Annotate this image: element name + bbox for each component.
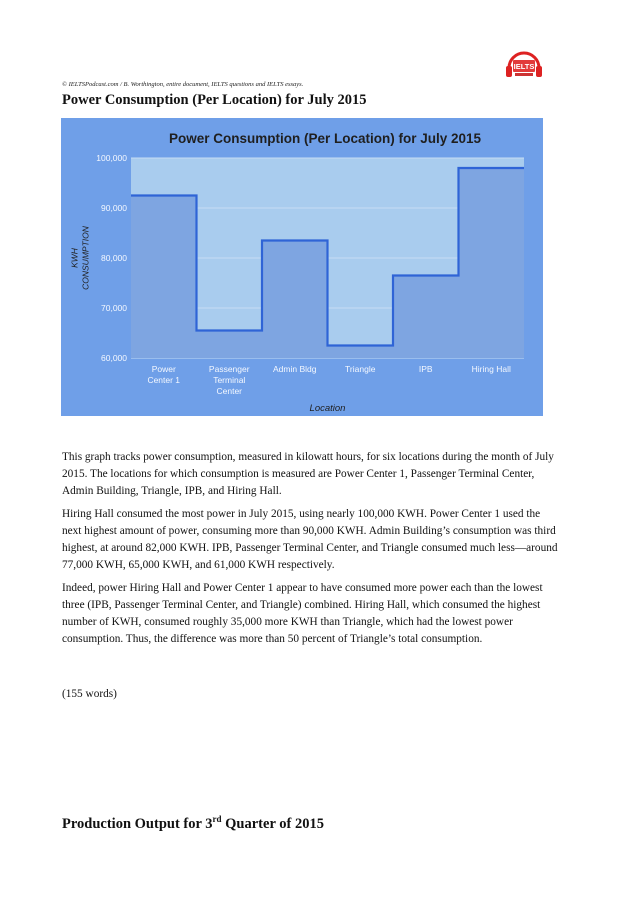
page-title: Power Consumption (Per Location) for July 2015: [62, 92, 367, 108]
power-consumption-chart: [61, 118, 543, 416]
x-tick-label: Hiring Hall: [471, 364, 511, 374]
x-tick-label: Center: [216, 386, 243, 396]
logo-text: IELTS: [513, 62, 535, 71]
next-title-sup: rd: [212, 814, 222, 825]
paragraph-3: Indeed, power Hiring Hall and Power Center 1 appear to have consumed more power each than the lowest three (IPB, Passenger Terminal Center, and Triangle) combined. Hiring Hall, which consumed the highest number of KWH, consumed roughly 35,000 more KWH than Triangle, which had the lowest power consumption. Thus, the difference was more than 50 percent of Triangle’s total consumption.: [62, 582, 543, 645]
word-count: (155 words): [62, 688, 117, 700]
x-tick-label: Power: [151, 364, 176, 374]
logo: [502, 44, 546, 84]
x-tick-label: IPB: [418, 364, 433, 374]
next-title-rest: Quarter of 2015: [221, 816, 324, 832]
chart-title: Power Consumption (Per Location) for July 2015: [168, 131, 482, 146]
y-tick-label: 80,000: [101, 253, 127, 263]
y-axis-label-line: CONSUMPTION: [80, 226, 91, 290]
y-axis-label-line: KWH: [69, 248, 80, 268]
y-tick-label: 70,000: [101, 303, 127, 313]
x-tick-label: Center 1: [147, 375, 181, 385]
x-tick-label: Passenger: [208, 364, 250, 374]
essay-body: [62, 449, 562, 709]
x-tick-label: Admin Bldg: [273, 364, 317, 374]
headphones-icon: [502, 44, 546, 84]
next-section-title: [62, 816, 324, 833]
x-axis-label: Location: [309, 403, 346, 414]
y-tick-label: 90,000: [101, 203, 127, 213]
y-tick-label: 60,000: [101, 353, 127, 363]
y-tick-label: 100,000: [96, 153, 127, 163]
copyright-line: © IELTSPodcast.com / B. Worthington, entire document, IELTS questions and IELTS essays.: [62, 81, 304, 88]
x-tick-label: Triangle: [345, 364, 376, 374]
x-tick-label: Terminal: [213, 375, 246, 385]
chart-svg: [61, 118, 543, 416]
next-title-main: Production Output for 3: [62, 816, 213, 832]
paragraph-1: This graph tracks power consumption, measured in kilowatt hours, for six locations during the month of July 2015. The locations for which consumption is measured are Power Center 1, Passenger Terminal Center, Admin Building, Triangle, IPB, and Hiring Hall.: [62, 451, 554, 497]
paragraph-2: Hiring Hall consumed the most power in July 2015, using nearly 100,000 KWH. Power Center 1 used the next highest amount of power, consuming more than 90,000 KWH. Admin Building’s consumption was third highest, at around 82,000 KWH. IPB, Passenger Terminal Center, and Triangle consumed much less—around 77,000 KWH, 65,000 KWH, and 61,000 KWH respectively.: [62, 508, 558, 571]
